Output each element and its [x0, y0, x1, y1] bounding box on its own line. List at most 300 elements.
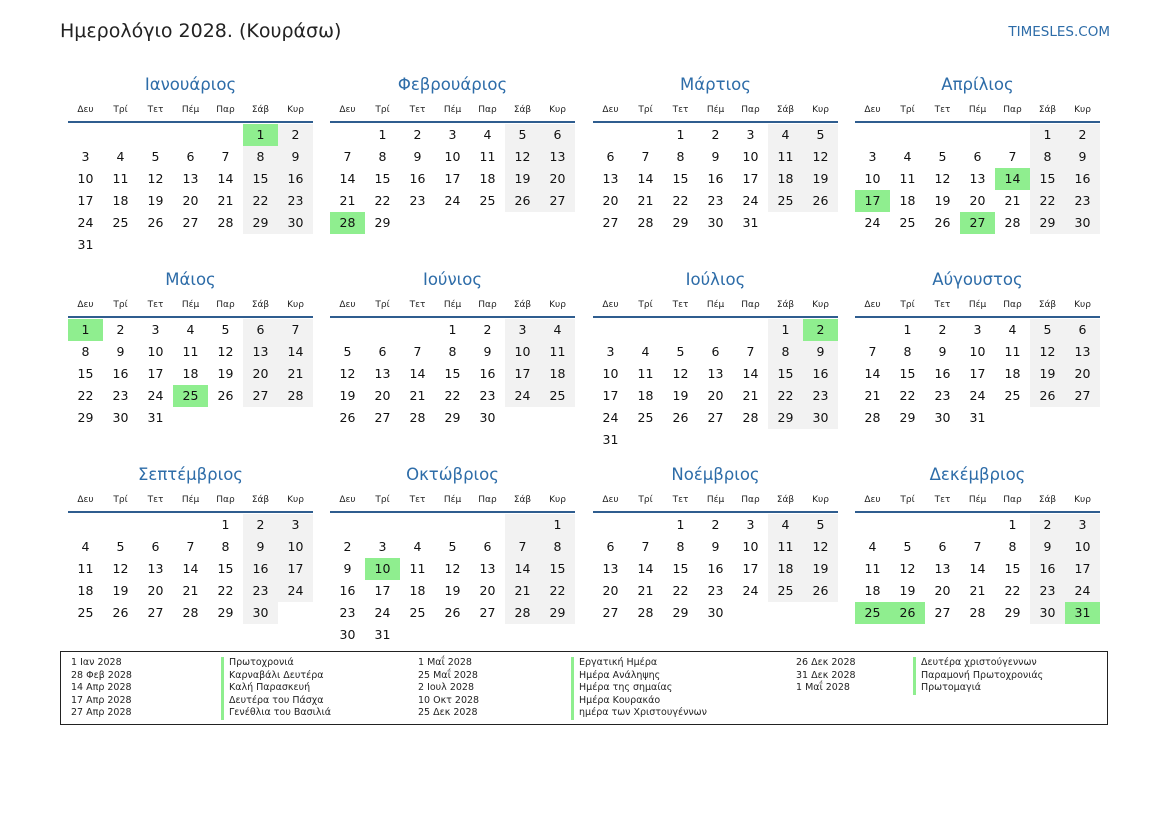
day-cell: 19 — [147, 193, 164, 208]
day-cell: 30 — [707, 605, 724, 620]
day-cell: 13 — [243, 341, 278, 363]
day-cell: 27 — [934, 605, 951, 620]
day-cell: 22 — [540, 580, 575, 602]
day-cell: 31 — [374, 627, 391, 642]
day-cell: 22 — [217, 583, 234, 598]
day-cell: 19 — [803, 558, 838, 580]
holiday-dates-col-1 — [71, 657, 132, 720]
day-cell: 9 — [711, 539, 720, 554]
day-cell: 2 — [243, 514, 278, 536]
weekday-label: Παρ — [478, 495, 497, 505]
day-cell: 1 — [1030, 124, 1065, 146]
day-cell: 16 — [803, 363, 838, 385]
day-cell: 24 — [147, 388, 164, 403]
day-cell: 2 — [343, 539, 352, 554]
day-cell: 13 — [602, 561, 619, 576]
day-cell: 15 — [540, 558, 575, 580]
day-cell: 8 — [1030, 146, 1065, 168]
day-cell: 8 — [1008, 539, 1017, 554]
weekday-label: Τρί — [638, 300, 653, 310]
day-cell: 5 — [116, 539, 125, 554]
day-cell: 18 — [182, 366, 199, 381]
holiday-name: Πρωτομαγιά — [913, 682, 1043, 695]
day-cell: 11 — [899, 171, 916, 186]
weekday-label: Δευ — [77, 300, 94, 310]
day-cell: 26 — [803, 580, 838, 602]
holiday-date: 1 Ιαν 2028 — [71, 657, 122, 668]
day-cell: 7 — [641, 149, 650, 164]
weekday-label: Κυρ — [812, 495, 829, 505]
holiday-day-cell: 14 — [995, 168, 1030, 190]
day-cell: 3 — [378, 539, 387, 554]
day-cell: 3 — [278, 514, 313, 536]
holiday-date: 26 Δεκ 2028 — [796, 657, 856, 668]
weekday-header — [68, 102, 313, 123]
weekday-header — [593, 297, 838, 318]
empty-cell — [855, 124, 890, 146]
day-cell: 28 — [409, 410, 426, 425]
day-cell: 9 — [803, 341, 838, 363]
day-cell: 9 — [1065, 146, 1100, 168]
day-cell: 2 — [483, 322, 492, 337]
day-cell: 7 — [278, 319, 313, 341]
days-grid — [855, 513, 1100, 624]
holiday-date: 27 Απρ 2028 — [71, 707, 132, 718]
day-cell: 17 — [602, 388, 619, 403]
day-cell: 24 — [969, 388, 986, 403]
day-cell: 2 — [116, 322, 125, 337]
weekday-label: Κυρ — [812, 300, 829, 310]
weekday-label: Πέμ — [443, 495, 462, 505]
weekday-label: Παρ — [741, 300, 760, 310]
weekday-label: Τρί — [375, 105, 390, 115]
empty-cell — [400, 514, 435, 536]
day-cell: 18 — [479, 171, 496, 186]
day-cell: 7 — [746, 344, 755, 359]
day-cell: 14 — [505, 558, 540, 580]
holiday-name: Καρναβάλι Δευτέρα — [221, 670, 331, 683]
day-cell: 29 — [444, 410, 461, 425]
weekday-label: Τετ — [934, 300, 951, 310]
day-cell: 19 — [934, 193, 951, 208]
day-cell: 21 — [278, 363, 313, 385]
day-cell: 2 — [413, 127, 422, 142]
day-cell: 4 — [768, 514, 803, 536]
site-link[interactable]: TIMESLES.COM — [1008, 24, 1110, 40]
day-cell: 31 — [602, 432, 619, 447]
day-cell: 28 — [278, 385, 313, 407]
empty-cell — [925, 124, 960, 146]
day-cell: 17 — [742, 171, 759, 186]
weekday-label: Κυρ — [287, 105, 304, 115]
day-cell: 23 — [707, 583, 724, 598]
holiday-name: Ημέρα Κουρακάο — [571, 695, 707, 708]
empty-cell — [663, 319, 698, 341]
day-cell: 20 — [1065, 363, 1100, 385]
day-cell: 20 — [374, 388, 391, 403]
day-cell: 2 — [278, 124, 313, 146]
day-cell: 20 — [479, 583, 496, 598]
day-cell: 19 — [112, 583, 129, 598]
day-cell: 9 — [1030, 536, 1065, 558]
empty-cell — [593, 124, 628, 146]
day-cell: 21 — [864, 388, 881, 403]
day-cell: 24 — [278, 580, 313, 602]
day-cell: 17 — [969, 366, 986, 381]
weekday-label: Τρί — [375, 300, 390, 310]
day-cell: 5 — [343, 344, 352, 359]
day-cell: 22 — [672, 583, 689, 598]
empty-cell — [890, 514, 925, 536]
holiday-name: ημέρα των Χριστουγέννων — [571, 707, 707, 720]
day-cell: 25 — [768, 580, 803, 602]
day-cell: 26 — [112, 605, 129, 620]
day-cell: 24 — [444, 193, 461, 208]
day-cell: 9 — [711, 149, 720, 164]
month-name: Απρίλιος — [941, 75, 1014, 94]
day-cell: 28 — [505, 602, 540, 624]
empty-cell — [365, 514, 400, 536]
month-block — [855, 68, 1100, 234]
day-cell: 28 — [1004, 215, 1021, 230]
weekday-header — [855, 297, 1100, 318]
holiday-date: 17 Απρ 2028 — [71, 694, 132, 706]
weekday-header — [68, 492, 313, 513]
day-cell: 29 — [243, 212, 278, 234]
weekday-label: Πέμ — [968, 495, 987, 505]
weekday-label: Τρί — [113, 300, 128, 310]
empty-cell — [505, 514, 540, 536]
weekday-label: Παρ — [216, 495, 235, 505]
day-cell: 10 — [742, 539, 759, 554]
weekday-label: Σάβ — [1038, 105, 1057, 115]
day-cell: 9 — [413, 149, 422, 164]
month-block — [330, 263, 575, 429]
month-name: Ιανουάριος — [144, 75, 237, 94]
day-cell: 7 — [221, 149, 230, 164]
weekday-label: Πέμ — [968, 300, 987, 310]
weekday-label: Δευ — [77, 495, 94, 505]
day-cell: 12 — [803, 536, 838, 558]
empty-cell — [593, 319, 628, 341]
day-cell: 13 — [1065, 341, 1100, 363]
days-grid — [593, 318, 838, 451]
holiday-name: Δευτέρα χριστούγεννων — [913, 657, 1043, 670]
weekday-label: Τετ — [672, 495, 689, 505]
day-cell: 18 — [409, 583, 426, 598]
weekday-label: Πέμ — [443, 105, 462, 115]
day-cell: 1 — [378, 127, 387, 142]
weekday-label: Τρί — [638, 105, 653, 115]
empty-cell — [330, 124, 365, 146]
day-cell: 11 — [77, 561, 94, 576]
day-cell: 5 — [221, 322, 230, 337]
day-cell: 18 — [899, 193, 916, 208]
holiday-date: 1 Μαΐ 2028 — [418, 657, 472, 668]
day-cell: 27 — [540, 190, 575, 212]
day-cell: 29 — [1004, 605, 1021, 620]
month-name: Ιούλιος — [685, 270, 746, 289]
weekday-label: Σάβ — [776, 300, 795, 310]
weekday-label: Δευ — [602, 105, 619, 115]
holiday-day-cell: 28 — [330, 212, 365, 234]
day-cell: 9 — [343, 561, 352, 576]
weekday-label: Τετ — [672, 300, 689, 310]
day-cell: 4 — [540, 319, 575, 341]
day-cell: 2 — [938, 322, 947, 337]
day-cell: 30 — [1065, 212, 1100, 234]
day-cell: 31 — [742, 215, 759, 230]
day-cell: 10 — [602, 366, 619, 381]
day-cell: 9 — [243, 536, 278, 558]
day-cell: 13 — [479, 561, 496, 576]
day-cell: 12 — [217, 344, 234, 359]
day-cell: 25 — [540, 385, 575, 407]
weekday-label: Κυρ — [287, 300, 304, 310]
day-cell: 5 — [803, 514, 838, 536]
weekday-label: Δευ — [602, 495, 619, 505]
weekday-label: Δευ — [864, 105, 881, 115]
day-cell: 25 — [768, 190, 803, 212]
empty-cell — [628, 124, 663, 146]
day-cell: 9 — [278, 146, 313, 168]
holiday-date: 28 Φεβ 2028 — [71, 669, 132, 681]
holiday-day-cell: 25 — [173, 385, 208, 407]
day-cell: 25 — [637, 410, 654, 425]
empty-cell — [733, 319, 768, 341]
day-cell: 19 — [444, 583, 461, 598]
day-cell: 7 — [505, 536, 540, 558]
day-cell: 27 — [602, 605, 619, 620]
empty-cell — [470, 514, 505, 536]
weekday-label: Τετ — [147, 495, 164, 505]
day-cell: 23 — [1030, 580, 1065, 602]
day-cell: 9 — [483, 344, 492, 359]
holiday-day-cell: 17 — [855, 190, 890, 212]
day-cell: 18 — [768, 558, 803, 580]
days-grid — [593, 123, 838, 234]
day-cell: 17 — [444, 171, 461, 186]
day-cell: 29 — [374, 215, 391, 230]
day-cell: 4 — [116, 149, 125, 164]
month-block — [68, 458, 313, 624]
empty-cell — [103, 514, 138, 536]
weekday-label: Κυρ — [287, 495, 304, 505]
day-cell: 25 — [409, 605, 426, 620]
day-cell: 15 — [672, 561, 689, 576]
empty-cell — [138, 514, 173, 536]
month-name: Ιούνιος — [422, 270, 483, 289]
holiday-day-cell: 27 — [960, 212, 995, 234]
day-cell: 23 — [339, 605, 356, 620]
day-cell: 3 — [746, 517, 755, 532]
day-cell: 15 — [243, 168, 278, 190]
day-cell: 1 — [676, 127, 685, 142]
weekday-label: Σάβ — [513, 105, 532, 115]
weekday-header — [855, 492, 1100, 513]
empty-cell — [628, 319, 663, 341]
day-cell: 11 — [768, 536, 803, 558]
days-grid — [330, 513, 575, 646]
weekday-label: Τρί — [900, 300, 915, 310]
day-cell: 31 — [969, 410, 986, 425]
day-cell: 28 — [969, 605, 986, 620]
day-cell: 21 — [182, 583, 199, 598]
month-block — [330, 458, 575, 646]
empty-cell — [960, 514, 995, 536]
day-cell: 14 — [217, 171, 234, 186]
day-cell: 7 — [641, 539, 650, 554]
day-cell: 12 — [505, 146, 540, 168]
day-cell: 17 — [77, 193, 94, 208]
day-cell: 4 — [186, 322, 195, 337]
weekday-label: Παρ — [1003, 300, 1022, 310]
day-cell: 19 — [1030, 363, 1065, 385]
day-cell: 14 — [637, 561, 654, 576]
weekday-label: Κυρ — [1074, 300, 1091, 310]
day-cell: 29 — [77, 410, 94, 425]
weekday-label: Πέμ — [706, 495, 725, 505]
day-cell: 18 — [637, 388, 654, 403]
day-cell: 7 — [186, 539, 195, 554]
day-cell: 1 — [448, 322, 457, 337]
day-cell: 15 — [374, 171, 391, 186]
weekday-label: Πέμ — [181, 300, 200, 310]
day-cell: 12 — [899, 561, 916, 576]
empty-cell — [855, 514, 890, 536]
day-cell: 3 — [606, 344, 615, 359]
empty-cell — [593, 514, 628, 536]
day-cell: 3 — [448, 127, 457, 142]
empty-cell — [628, 514, 663, 536]
holiday-date: 14 Απρ 2028 — [71, 682, 132, 693]
day-cell: 27 — [602, 215, 619, 230]
day-cell: 2 — [1065, 124, 1100, 146]
day-cell: 23 — [1065, 190, 1100, 212]
empty-cell — [68, 124, 103, 146]
day-cell: 17 — [1065, 558, 1100, 580]
day-cell: 24 — [77, 215, 94, 230]
day-cell: 19 — [339, 388, 356, 403]
weekday-header — [330, 102, 575, 123]
day-cell: 30 — [112, 410, 129, 425]
day-cell: 23 — [479, 388, 496, 403]
weekday-label: Τρί — [113, 105, 128, 115]
month-block — [855, 458, 1100, 624]
holiday-date: 31 Δεκ 2028 — [796, 669, 856, 681]
day-cell: 16 — [1030, 558, 1065, 580]
day-cell: 28 — [864, 410, 881, 425]
day-cell: 8 — [243, 146, 278, 168]
day-cell: 22 — [768, 385, 803, 407]
weekday-label: Σάβ — [251, 495, 270, 505]
day-cell: 19 — [672, 388, 689, 403]
day-cell: 10 — [742, 149, 759, 164]
day-cell: 11 — [112, 171, 129, 186]
day-cell: 12 — [1030, 341, 1065, 363]
weekday-header — [593, 492, 838, 513]
weekday-label: Σάβ — [776, 105, 795, 115]
day-cell: 20 — [243, 363, 278, 385]
weekday-label: Παρ — [216, 300, 235, 310]
day-cell: 6 — [151, 539, 160, 554]
day-cell: 15 — [77, 366, 94, 381]
holiday-dates-col-2 — [418, 657, 479, 720]
day-cell: 30 — [803, 407, 838, 429]
weekday-label: Δευ — [864, 495, 881, 505]
day-cell: 5 — [803, 124, 838, 146]
days-grid — [330, 318, 575, 429]
day-cell: 20 — [934, 583, 951, 598]
days-grid — [855, 318, 1100, 429]
day-cell: 10 — [864, 171, 881, 186]
day-cell: 8 — [540, 536, 575, 558]
day-cell: 27 — [707, 410, 724, 425]
day-cell: 6 — [606, 149, 615, 164]
day-cell: 9 — [938, 344, 947, 359]
day-cell: 4 — [483, 127, 492, 142]
holiday-name: Δευτέρα του Πάσχα — [221, 695, 331, 708]
days-grid — [68, 318, 313, 429]
day-cell: 16 — [934, 366, 951, 381]
day-cell: 9 — [116, 344, 125, 359]
day-cell: 26 — [444, 605, 461, 620]
weekday-label: Παρ — [478, 300, 497, 310]
holiday-day-cell: 2 — [803, 319, 838, 341]
empty-cell — [960, 124, 995, 146]
empty-cell — [330, 514, 365, 536]
holiday-day-cell: 10 — [365, 558, 400, 580]
day-cell: 3 — [868, 149, 877, 164]
day-cell: 6 — [186, 149, 195, 164]
weekday-label: Κυρ — [1074, 495, 1091, 505]
day-cell: 5 — [1030, 319, 1065, 341]
day-cell: 25 — [479, 193, 496, 208]
weekday-header — [593, 102, 838, 123]
month-name: Μάρτιος — [680, 75, 751, 94]
weekday-label: Κυρ — [1074, 105, 1091, 115]
day-cell: 13 — [147, 561, 164, 576]
day-cell: 28 — [182, 605, 199, 620]
day-cell: 19 — [899, 583, 916, 598]
day-cell: 2 — [1030, 514, 1065, 536]
day-cell: 11 — [768, 146, 803, 168]
day-cell: 27 — [147, 605, 164, 620]
days-grid — [68, 513, 313, 624]
weekday-label: Τετ — [672, 105, 689, 115]
weekday-label: Σάβ — [1038, 495, 1057, 505]
day-cell: 1 — [903, 322, 912, 337]
day-cell: 26 — [505, 190, 540, 212]
day-cell: 4 — [81, 539, 90, 554]
day-cell: 12 — [147, 171, 164, 186]
day-cell: 10 — [969, 344, 986, 359]
day-cell: 15 — [1030, 168, 1065, 190]
day-cell: 21 — [217, 193, 234, 208]
day-cell: 30 — [243, 602, 278, 624]
weekday-label: Τετ — [147, 300, 164, 310]
days-grid — [68, 123, 313, 256]
weekday-label: Δευ — [339, 105, 356, 115]
day-cell: 10 — [147, 344, 164, 359]
day-cell: 16 — [112, 366, 129, 381]
day-cell: 24 — [374, 605, 391, 620]
day-cell: 29 — [217, 605, 234, 620]
empty-cell — [995, 124, 1030, 146]
day-cell: 24 — [742, 193, 759, 208]
day-cell: 11 — [182, 344, 199, 359]
day-cell: 30 — [479, 410, 496, 425]
